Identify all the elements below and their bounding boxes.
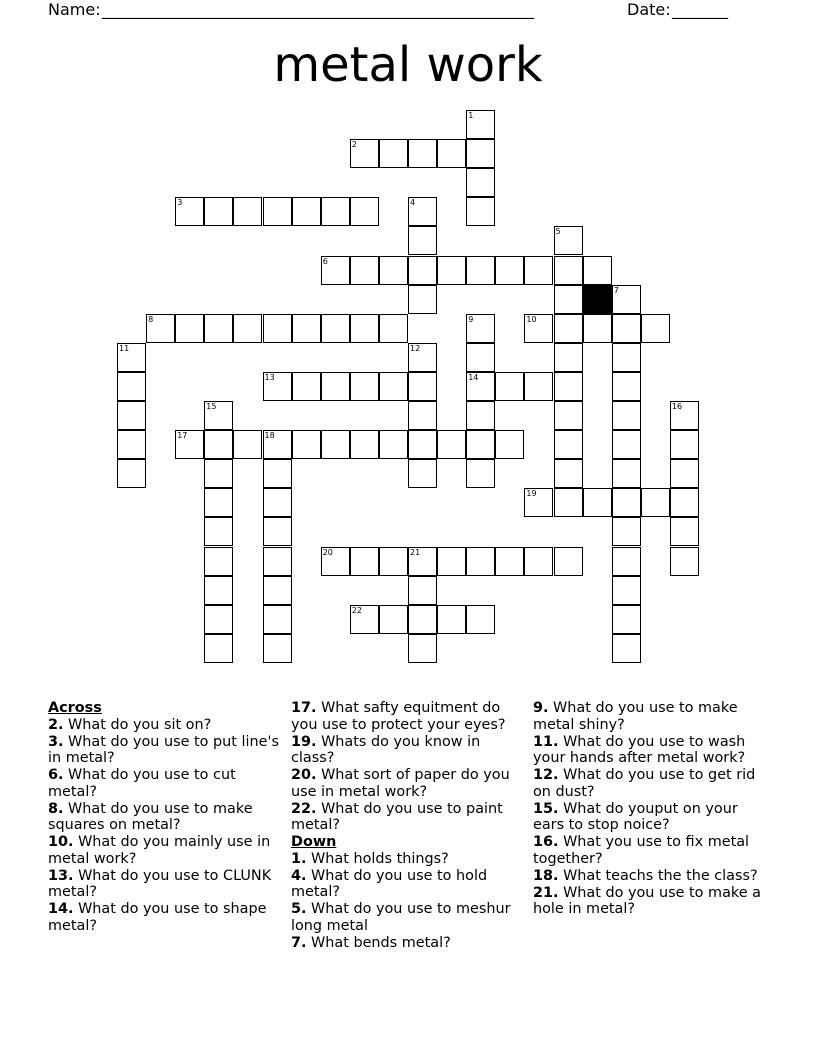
name-label: Name: (48, 0, 101, 19)
clue-number: 16 (671, 402, 683, 411)
clue-number: 15 (206, 402, 217, 411)
grid-cell[interactable] (466, 168, 495, 197)
clue-number: 8 (148, 314, 154, 324)
across-clue (48, 767, 284, 800)
across-heading: Across (48, 700, 102, 716)
grid-cell[interactable] (583, 314, 612, 343)
clue-label-number: 18. (533, 867, 559, 884)
clue-number: 13 (264, 372, 275, 382)
name-blank[interactable]: ______________________________________________________ (102, 0, 534, 19)
grid-cell[interactable] (204, 459, 233, 488)
across-clue (48, 868, 284, 901)
grid-cell[interactable] (146, 314, 175, 343)
clue-text: What do you mainly use in metal work? (48, 834, 271, 867)
clue-number: 3 (177, 198, 183, 208)
grid-cell[interactable] (612, 401, 641, 430)
clue-label-number: 7. (291, 934, 307, 951)
grid-cell[interactable] (408, 547, 437, 576)
clue-label-number: 2. (48, 716, 64, 733)
grid-cell[interactable] (408, 226, 437, 255)
grid-cell[interactable] (554, 372, 583, 401)
clue-number: 20 (322, 547, 333, 557)
grid-cell[interactable] (670, 488, 699, 517)
clue-column-3 (533, 700, 769, 918)
grid-cell[interactable] (670, 547, 699, 576)
grid-cell[interactable] (350, 197, 379, 226)
grid-cell[interactable] (263, 605, 292, 634)
grid-cell[interactable] (263, 517, 292, 546)
clue-label-number: 1. (291, 850, 307, 867)
page-title: metal work (273, 37, 543, 93)
grid-cell[interactable] (379, 430, 408, 459)
grid-cell[interactable] (175, 314, 204, 343)
grid-cell[interactable] (204, 517, 233, 546)
clue-label-number: 14. (48, 901, 74, 917)
grid-cell[interactable] (233, 197, 262, 226)
clue-label-number: 17. (291, 700, 317, 716)
grid-cell[interactable] (263, 197, 292, 226)
clue-text: What do you use to paint metal? (291, 800, 503, 833)
grid-cell[interactable] (175, 430, 204, 459)
clue-label-number: 3. (48, 733, 64, 750)
grid-cell[interactable] (263, 430, 292, 459)
down-clue (533, 885, 769, 918)
grid-cell[interactable] (408, 372, 437, 401)
clue-label-number: 11. (533, 733, 559, 750)
grid-cell[interactable] (495, 256, 524, 285)
down-clue (533, 767, 769, 800)
grid-cell[interactable] (437, 139, 466, 168)
clue-label-number: 4. (291, 867, 307, 884)
clue-number: 2 (351, 140, 357, 150)
clue-label-number: 5. (291, 901, 307, 917)
grid-cell[interactable] (554, 547, 583, 576)
grid-cell[interactable] (408, 634, 437, 663)
clue-text: What bends metal? (306, 934, 451, 951)
grid-cell[interactable] (466, 256, 495, 285)
grid-cell[interactable] (263, 576, 292, 605)
clue-number: 5 (555, 227, 561, 237)
clue-text: What safty equitment do you use to protect your eyes? (291, 700, 506, 733)
clue-number: 14 (468, 372, 479, 382)
clue-label-number: 16. (533, 834, 559, 850)
grid-cell[interactable] (612, 547, 641, 576)
grid-cell[interactable] (204, 547, 233, 576)
clue-text: What do you use to hold metal? (291, 867, 488, 900)
clue-text: What do you use to CLUNK metal? (48, 867, 272, 900)
grid-cell[interactable] (495, 372, 524, 401)
grid-cell[interactable] (554, 488, 583, 517)
grid-cell[interactable] (117, 430, 146, 459)
clue-text: What do you use to shape metal? (48, 901, 267, 934)
grid-cell[interactable] (524, 314, 553, 343)
clue-label-number: 10. (48, 834, 74, 850)
down-clue (291, 901, 523, 934)
grid-cell[interactable] (495, 547, 524, 576)
clue-number: 22 (351, 605, 362, 615)
grid-cell[interactable] (292, 197, 321, 226)
grid-cell[interactable] (554, 256, 583, 285)
clue-label-number: 19. (291, 733, 317, 750)
across-clue (48, 801, 284, 834)
grid-cell[interactable] (408, 197, 437, 226)
grid-cell[interactable] (670, 517, 699, 546)
clue-text: What teachs the the class? (558, 867, 758, 884)
clue-text: What holds things? (306, 850, 449, 867)
grid-cell[interactable] (554, 285, 583, 314)
clue-label-number: 20. (291, 767, 317, 783)
grid-cell[interactable] (495, 430, 524, 459)
grid-cell[interactable] (408, 256, 437, 285)
grid-cell[interactable] (350, 314, 379, 343)
grid-cell[interactable] (204, 576, 233, 605)
down-clue (291, 935, 523, 952)
grid-cell[interactable] (612, 517, 641, 546)
grid-cell[interactable] (379, 547, 408, 576)
grid-cell[interactable] (466, 459, 495, 488)
grid-cell[interactable] (263, 488, 292, 517)
clue-text: What do you use to make metal shiny? (533, 700, 738, 733)
clue-label-number: 22. (291, 800, 317, 817)
down-clue (533, 801, 769, 834)
grid-cell[interactable] (204, 401, 233, 430)
grid-cell[interactable] (466, 547, 495, 576)
across-clue (48, 901, 284, 934)
grid-cell[interactable] (408, 576, 437, 605)
grid-cell[interactable] (554, 343, 583, 372)
grid-cell[interactable] (321, 430, 350, 459)
clue-column-1 (48, 700, 284, 935)
grid-cell[interactable] (204, 430, 233, 459)
grid-cell[interactable] (583, 488, 612, 517)
grid-cell[interactable] (524, 488, 553, 517)
grid-cell[interactable] (554, 226, 583, 255)
grid-cell[interactable] (350, 430, 379, 459)
down-clue (533, 700, 769, 733)
grid-cell[interactable] (466, 197, 495, 226)
across-clue (48, 834, 284, 867)
clue-text: What sort of paper do you use in metal work? (291, 767, 510, 800)
clue-label-number: 8. (48, 800, 64, 817)
grid-cell[interactable] (466, 605, 495, 634)
grid-cell[interactable] (379, 139, 408, 168)
grid-cell[interactable] (292, 430, 321, 459)
grid-cell[interactable] (350, 372, 379, 401)
grid-cell[interactable] (117, 343, 146, 372)
grid-cell[interactable] (437, 430, 466, 459)
grid-cell[interactable] (263, 459, 292, 488)
grid-cell[interactable] (670, 459, 699, 488)
clue-number: 18 (264, 431, 275, 441)
grid-cell[interactable] (204, 197, 233, 226)
black-cell (583, 285, 612, 314)
grid-cell[interactable] (554, 401, 583, 430)
grid-cell[interactable] (524, 256, 553, 285)
clue-label-number: 15. (533, 800, 559, 817)
down-heading: Down (291, 834, 337, 850)
grid-cell[interactable] (263, 634, 292, 663)
grid-cell[interactable] (321, 256, 350, 285)
grid-cell[interactable] (524, 547, 553, 576)
grid-cell[interactable] (350, 139, 379, 168)
grid-cell[interactable] (379, 372, 408, 401)
grid-cell[interactable] (292, 314, 321, 343)
grid-cell[interactable] (670, 430, 699, 459)
clue-label-number: 9. (533, 700, 549, 716)
clue-number: 4 (410, 198, 416, 208)
grid-cell[interactable] (204, 314, 233, 343)
grid-cell[interactable] (263, 314, 292, 343)
grid-cell[interactable] (117, 372, 146, 401)
across-clue (291, 734, 523, 767)
grid-cell[interactable] (612, 459, 641, 488)
grid-cell[interactable] (612, 605, 641, 634)
grid-cell[interactable] (554, 459, 583, 488)
clue-text: What do you use to make a hole in metal? (533, 884, 761, 917)
clue-text: What do you use to meshur long metal (291, 901, 511, 934)
clue-column-2 (291, 700, 523, 952)
grid-cell[interactable] (204, 605, 233, 634)
clue-label-number: 12. (533, 767, 559, 783)
grid-cell[interactable] (554, 314, 583, 343)
grid-cell[interactable] (350, 256, 379, 285)
grid-cell[interactable] (437, 605, 466, 634)
clue-text: What do you use to put line's in metal? (48, 733, 279, 766)
down-clue (533, 868, 769, 885)
grid-cell[interactable] (437, 256, 466, 285)
clue-number: 12 (410, 343, 421, 353)
grid-cell[interactable] (292, 372, 321, 401)
grid-cell[interactable] (263, 372, 292, 401)
across-clue (291, 801, 523, 834)
clue-text: What do you use to get rid on dust? (533, 767, 756, 800)
grid-cell[interactable] (321, 372, 350, 401)
down-clue (533, 734, 769, 767)
grid-cell[interactable] (554, 430, 583, 459)
grid-cell[interactable] (641, 314, 670, 343)
clue-label-number: 6. (48, 767, 64, 783)
grid-cell[interactable] (612, 285, 641, 314)
grid-cell[interactable] (612, 576, 641, 605)
grid-cell[interactable] (641, 488, 670, 517)
grid-cell[interactable] (466, 314, 495, 343)
clue-text: What do you use to make squares on metal? (48, 800, 253, 833)
grid-cell[interactable] (117, 401, 146, 430)
clue-label-number: 13. (48, 867, 74, 884)
grid-cell[interactable] (350, 605, 379, 634)
clue-number: 7 (613, 285, 619, 295)
down-clue (291, 868, 523, 901)
grid-cell[interactable] (175, 197, 204, 226)
grid-cell[interactable] (466, 401, 495, 430)
across-clue (291, 767, 523, 800)
clue-text: What do youput on your ears to stop noice? (533, 800, 738, 833)
grid-cell[interactable] (408, 430, 437, 459)
grid-cell[interactable] (612, 343, 641, 372)
clue-text: What do you use to wash your hands after metal work? (533, 733, 746, 766)
grid-cell[interactable] (408, 401, 437, 430)
clue-number: 9 (468, 314, 474, 324)
grid-cell[interactable] (612, 372, 641, 401)
clue-text: Whats do you know in class? (291, 733, 481, 766)
grid-cell[interactable] (379, 314, 408, 343)
clue-number: 6 (322, 256, 328, 266)
grid-cell[interactable] (466, 139, 495, 168)
clue-text: What you use to fix metal together? (533, 834, 750, 867)
grid-cell[interactable] (408, 343, 437, 372)
grid-cell[interactable] (408, 285, 437, 314)
grid-cell[interactable] (321, 197, 350, 226)
clue-text: What do you sit on? (63, 716, 212, 733)
grid-cell[interactable] (524, 372, 553, 401)
across-clue (291, 700, 523, 733)
grid-cell[interactable] (321, 547, 350, 576)
grid-cell[interactable] (204, 488, 233, 517)
grid-cell[interactable] (379, 605, 408, 634)
grid-cell[interactable] (670, 401, 699, 430)
grid-cell[interactable] (612, 430, 641, 459)
clue-number: 19 (526, 489, 537, 499)
clue-text: What do you use to cut metal? (48, 767, 236, 800)
grid-cell[interactable] (408, 605, 437, 634)
grid-cell[interactable] (408, 459, 437, 488)
grid-cell[interactable] (583, 256, 612, 285)
down-clue (291, 851, 523, 868)
across-clue (48, 717, 284, 734)
clue-number: 11 (119, 343, 130, 353)
date-label: Date: (627, 0, 671, 19)
grid-cell[interactable] (263, 547, 292, 576)
grid-cell[interactable] (408, 139, 437, 168)
grid-cell[interactable] (233, 430, 262, 459)
across-clue (48, 734, 284, 767)
grid-cell[interactable] (233, 314, 262, 343)
grid-cell[interactable] (379, 256, 408, 285)
clue-label-number: 21. (533, 884, 559, 901)
grid-cell[interactable] (321, 314, 350, 343)
clue-number: 1 (468, 111, 474, 120)
grid-cell[interactable] (466, 372, 495, 401)
date-blank[interactable]: _______ (672, 0, 728, 19)
grid-cell[interactable] (204, 634, 233, 663)
grid-cell[interactable] (437, 547, 466, 576)
clue-number: 21 (410, 547, 421, 557)
grid-cell[interactable] (466, 110, 495, 139)
grid-cell[interactable] (466, 343, 495, 372)
grid-cell[interactable] (612, 314, 641, 343)
clue-number: 10 (526, 314, 537, 324)
clue-number: 17 (177, 431, 188, 441)
grid-cell[interactable] (466, 430, 495, 459)
down-clue (533, 834, 769, 867)
grid-cell[interactable] (612, 488, 641, 517)
grid-cell[interactable] (117, 459, 146, 488)
grid-cell[interactable] (350, 547, 379, 576)
grid-cell[interactable] (612, 634, 641, 663)
